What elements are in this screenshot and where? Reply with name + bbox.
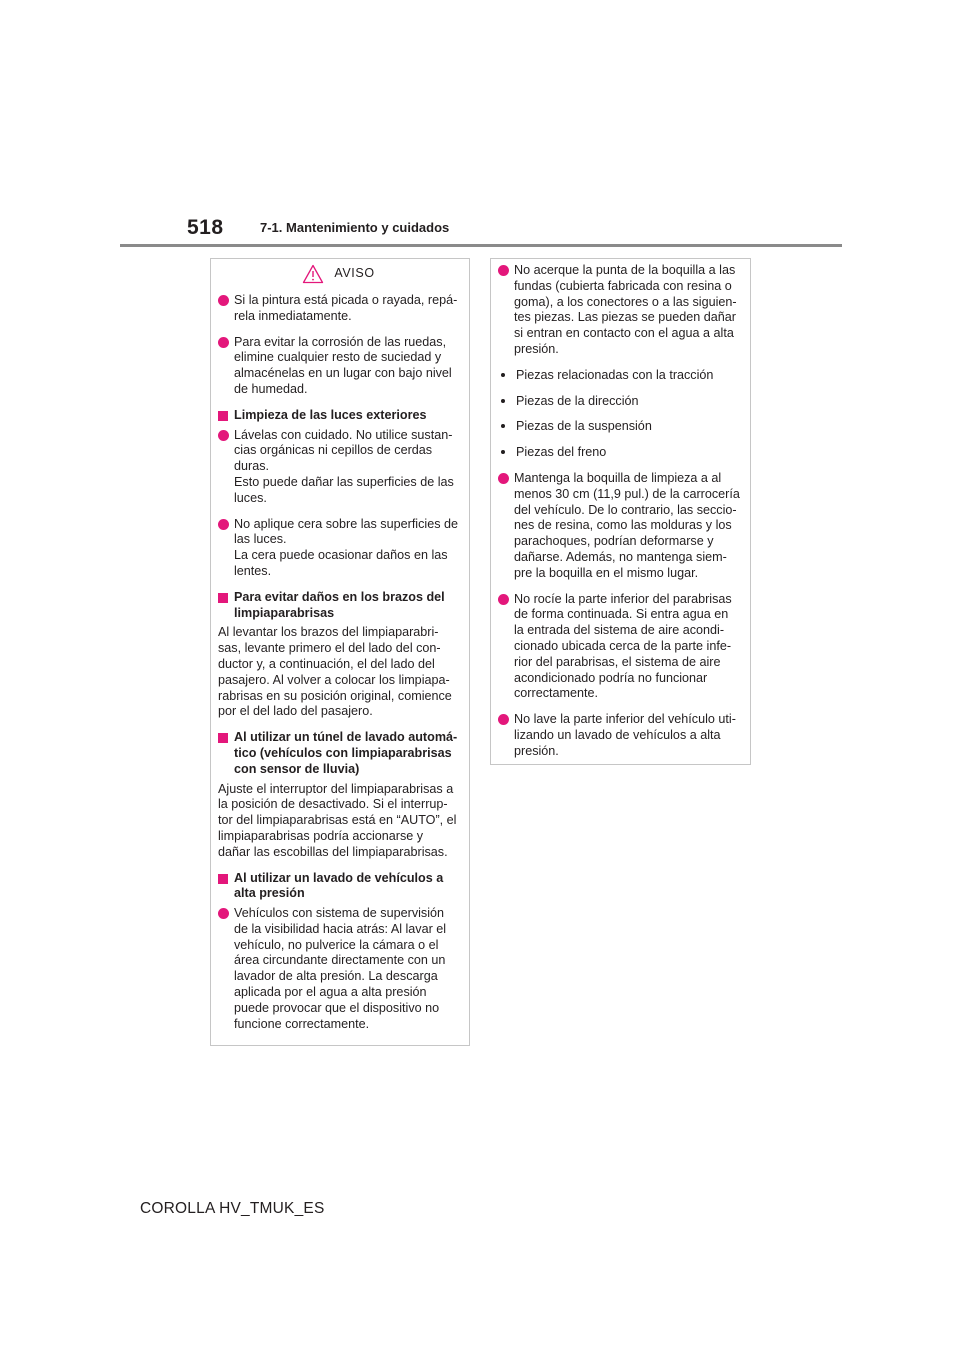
bullet-icon — [498, 265, 509, 276]
page-number: 518 — [187, 216, 224, 239]
item-text: Para evitar la corrosión de las ruedas, elimine cualquier resto de suciedad y almacénelas en un lugar con bajo nivel de humedad. — [234, 334, 452, 396]
bullet-icon — [218, 337, 229, 348]
list-item — [218, 335, 459, 398]
item-text: No aplique cera sobre las superficies de las luces. La cera puede ocasionar daños en las lentes. — [234, 516, 459, 578]
item-text: No acerque la punta de la boquilla a las fundas (cubierta fabricada con resina o goma), a los conectores o a las siguien- tes piezas. Las piezas se pueden dañar si entran en contacto con el agua a alta presión. — [514, 263, 737, 356]
header-rule — [120, 244, 842, 247]
bullet-icon — [498, 594, 509, 605]
item-text: Mantenga la boquilla de limpieza a al menos 30 cm (11,9 pul.) de la carrocería del vehículo. De lo contrario, las seccio- nes de resina, como las molduras y los parachoques, podrían deformarse y dañarse. Además, no mantenga siem- pre la boquilla en el mismo lugar. — [514, 470, 740, 580]
small-bullet-icon — [501, 424, 505, 428]
item-text: Piezas de la suspensión — [516, 419, 652, 434]
list-item — [498, 471, 740, 582]
item-text: No rocíe la parte inferior del parabrisas de forma continuada. Si entra agua en la entrada del sistema de aire acondi- cionado ubicada cerca de la parte infe- rior del parabrisas, el sistema de aire acondicionado podría no funcionar correctamente. — [514, 591, 732, 701]
square-bullet-icon — [218, 874, 228, 884]
list-item — [498, 712, 740, 759]
subsection-heading — [218, 590, 459, 622]
item-text: Piezas relacionadas con la tracción — [516, 367, 714, 382]
heading-text: Al utilizar un lavado de vehículos a alta presión — [234, 870, 444, 901]
bullet-icon — [498, 473, 509, 484]
subsection-heading — [218, 871, 459, 903]
item-text: Vehículos con sistema de supervisión de la visibilidad hacia atrás: Al lavar el vehículo, no pulverice la cámara o el área circundante directamente con un lavador de alta presión. La descarga aplicada por el agua a alta presión puede provocar que el dispositivo no funcione correctamente. — [234, 906, 447, 1031]
notice-label: AVISO — [334, 266, 375, 281]
item-text: Piezas de la dirección — [516, 393, 639, 408]
list-item — [218, 293, 459, 325]
small-bullet-icon — [501, 399, 505, 403]
bullet-icon — [498, 714, 509, 725]
small-bullet-icon — [501, 373, 505, 377]
bullet-icon — [218, 519, 229, 530]
heading-text: Limpieza de las luces exteriores — [234, 407, 427, 422]
item-text: Piezas del freno — [516, 445, 607, 460]
bullet-icon — [218, 908, 229, 919]
list-item — [498, 592, 740, 703]
sub-list-item — [498, 394, 740, 410]
heading-text: Al utilizar un túnel de lavado automá- tico (vehículos con limpiaparabrisas con sensor de lluvia) — [234, 730, 458, 776]
paragraph: Ajuste el interruptor del limpiaparabrisas a la posición de desactivado. Si el interrup- tor del limpiaparabrisas está en “AUTO”, el limpiaparabrisas podría accionarse y dañar las escobillas del limpiaparabrisas. — [218, 781, 457, 859]
list-item — [498, 263, 740, 358]
list-item — [218, 428, 459, 507]
footer-model-code: COROLLA HV_TMUK_ES — [140, 1200, 325, 1217]
warning-triangle-icon — [302, 264, 324, 284]
small-bullet-icon — [501, 450, 505, 454]
list-item — [218, 906, 459, 1032]
paragraph: Al levantar los brazos del limpiaparabri- sas, levante primero el del lado del con- ductor y, a continuación, el del lado del pasajero. Al volver a colocar los limpiapa- rabrisas en su posición original, comience por el del lado del pasajero. — [218, 625, 452, 719]
section-title: 7-1. Mantenimiento y cuidados — [260, 220, 450, 235]
warning-panel-right — [490, 258, 751, 765]
bullet-icon — [218, 295, 229, 306]
item-text: No lave la parte inferior del vehículo uti- lizando un lavado de vehículos a alta presión. — [514, 712, 736, 758]
square-bullet-icon — [218, 733, 228, 743]
bullet-icon — [218, 430, 229, 441]
subsection-heading — [218, 730, 459, 777]
square-bullet-icon — [218, 593, 228, 603]
item-text: Lávelas con cuidado. No utilice sustan- cias orgánicas ni cepillos de cerdas duras. Esto puede dañar las superficies de las luces. — [234, 427, 454, 505]
subsection-heading — [218, 408, 459, 424]
notice-header — [218, 259, 459, 285]
sub-list-item — [498, 419, 740, 435]
sub-list-item — [498, 445, 740, 461]
sub-list-item — [498, 368, 740, 384]
square-bullet-icon — [218, 411, 228, 421]
warning-panel-left — [210, 258, 470, 1046]
list-item — [218, 517, 459, 580]
heading-text: Para evitar daños en los brazos del limpiaparabrisas — [234, 589, 445, 620]
item-text: Si la pintura está picada o rayada, repá- rela inmediatamente. — [234, 293, 458, 323]
